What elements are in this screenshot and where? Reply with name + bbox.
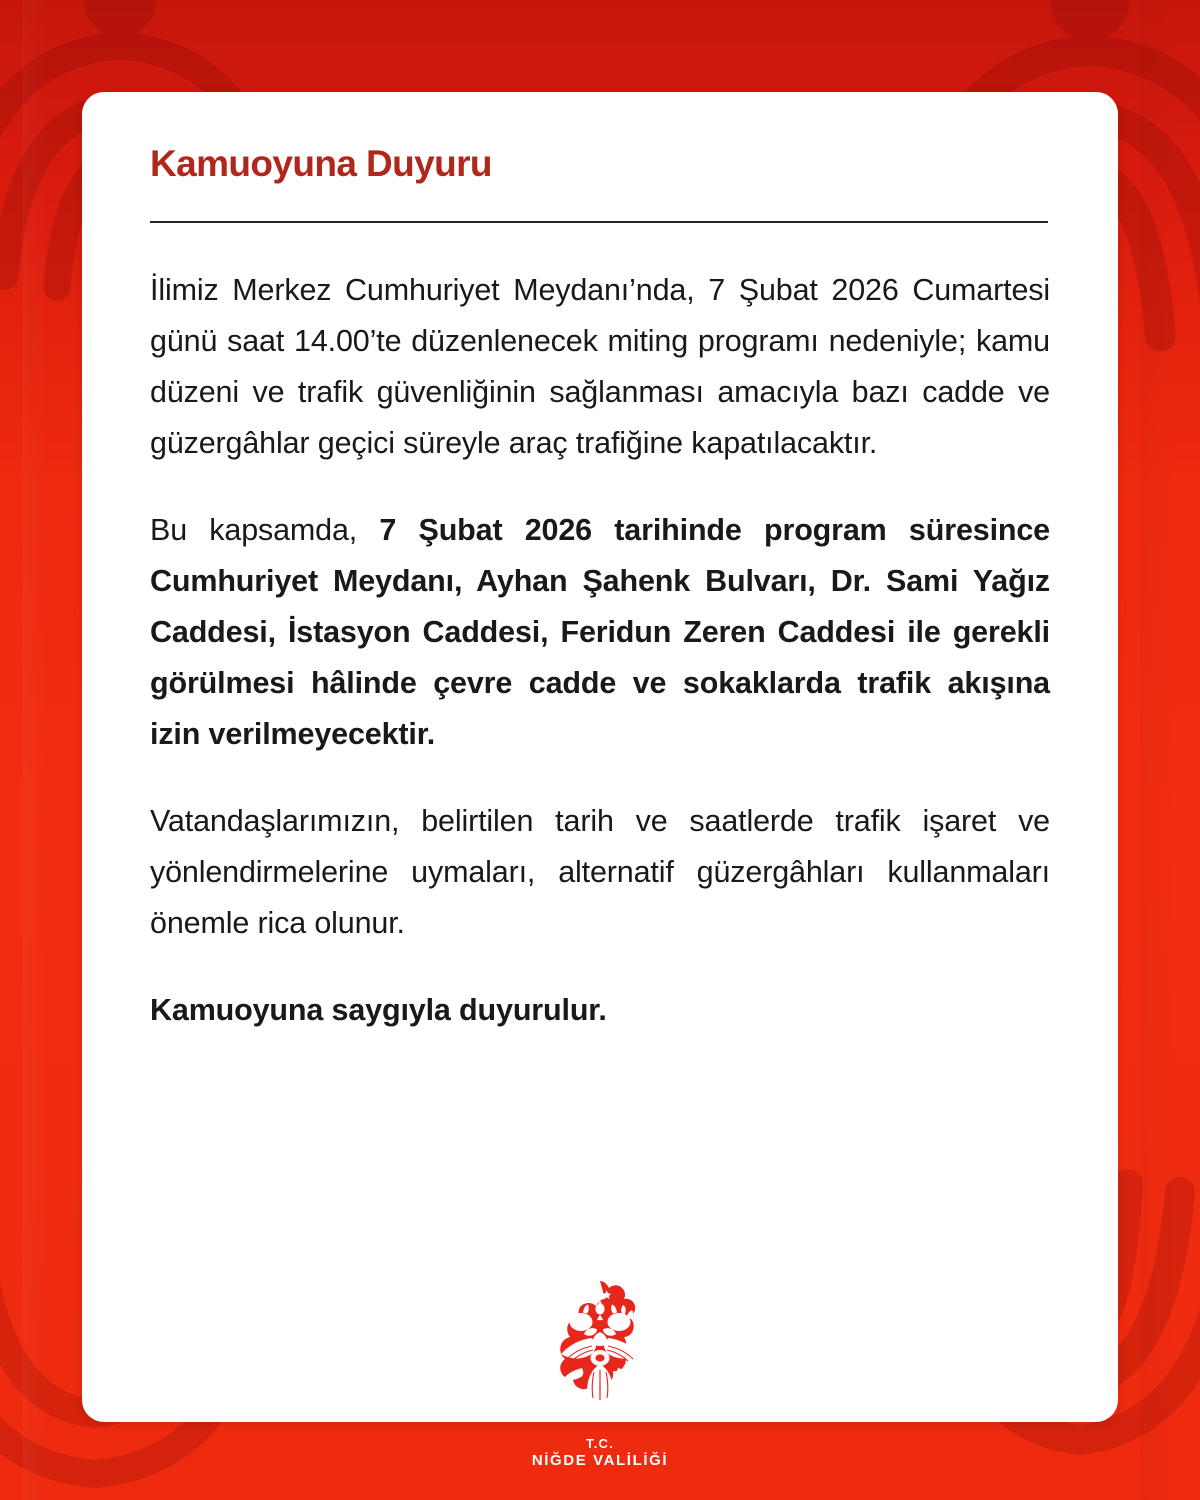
announcement-body xyxy=(150,265,1050,1036)
nigde-governorship-seal-icon xyxy=(542,1278,658,1428)
emblem-caption-line1: T.C. xyxy=(586,1436,614,1451)
emblem-caption-line2: NİĞDE VALİLİĞİ xyxy=(531,1452,669,1470)
background-sheen-left xyxy=(22,0,48,1500)
paragraph-1: İlimiz Merkez Cumhuriyet Meydanı’nda, 7 Şubat 2026 Cumartesi günü saat 14.00’te düzenlenecek miting programı nedeniyle; kamu düzeni ve trafik güvenliğinin sağlanması amacıyla bazı cadde ve güzergâhlar geçici süreyle araç trafiğine kapatılacaktır. xyxy=(150,272,1050,460)
announcement-card xyxy=(82,92,1118,1422)
paragraph-4-closing: Kamuoyuna saygıyla duyurulur. xyxy=(150,992,607,1027)
emblem-caption xyxy=(532,1436,668,1471)
title-divider xyxy=(150,221,1048,223)
paragraph-2 xyxy=(150,505,1050,760)
page-title: Kamuoyuna Duyuru xyxy=(150,143,492,184)
paragraph-2-emphasis: 7 Şubat 2026 tarihinde program süresince Cumhuriyet Meydanı, Ayhan Şahenk Bulvarı, Dr. Sami Yağız Caddesi, İstasyon Caddesi, Feridun Zeren Caddesi ile gerekli görülmesi hâlinde çevre cadde ve sokaklarda trafik akışına izin verilmeyecektir. xyxy=(150,512,1050,751)
paragraph-3: Vatandaşlarımızın, belirtilen tarih ve saatlerde trafik işaret ve yönlendirmelerine uymaları, alternatif güzergâhları kullanmaları önemle rica olunur. xyxy=(150,803,1050,940)
background-sheen-right xyxy=(1140,0,1174,1500)
emblem-block xyxy=(0,1278,1200,1471)
paragraph-2-lead: Bu kapsamda, xyxy=(150,512,380,547)
